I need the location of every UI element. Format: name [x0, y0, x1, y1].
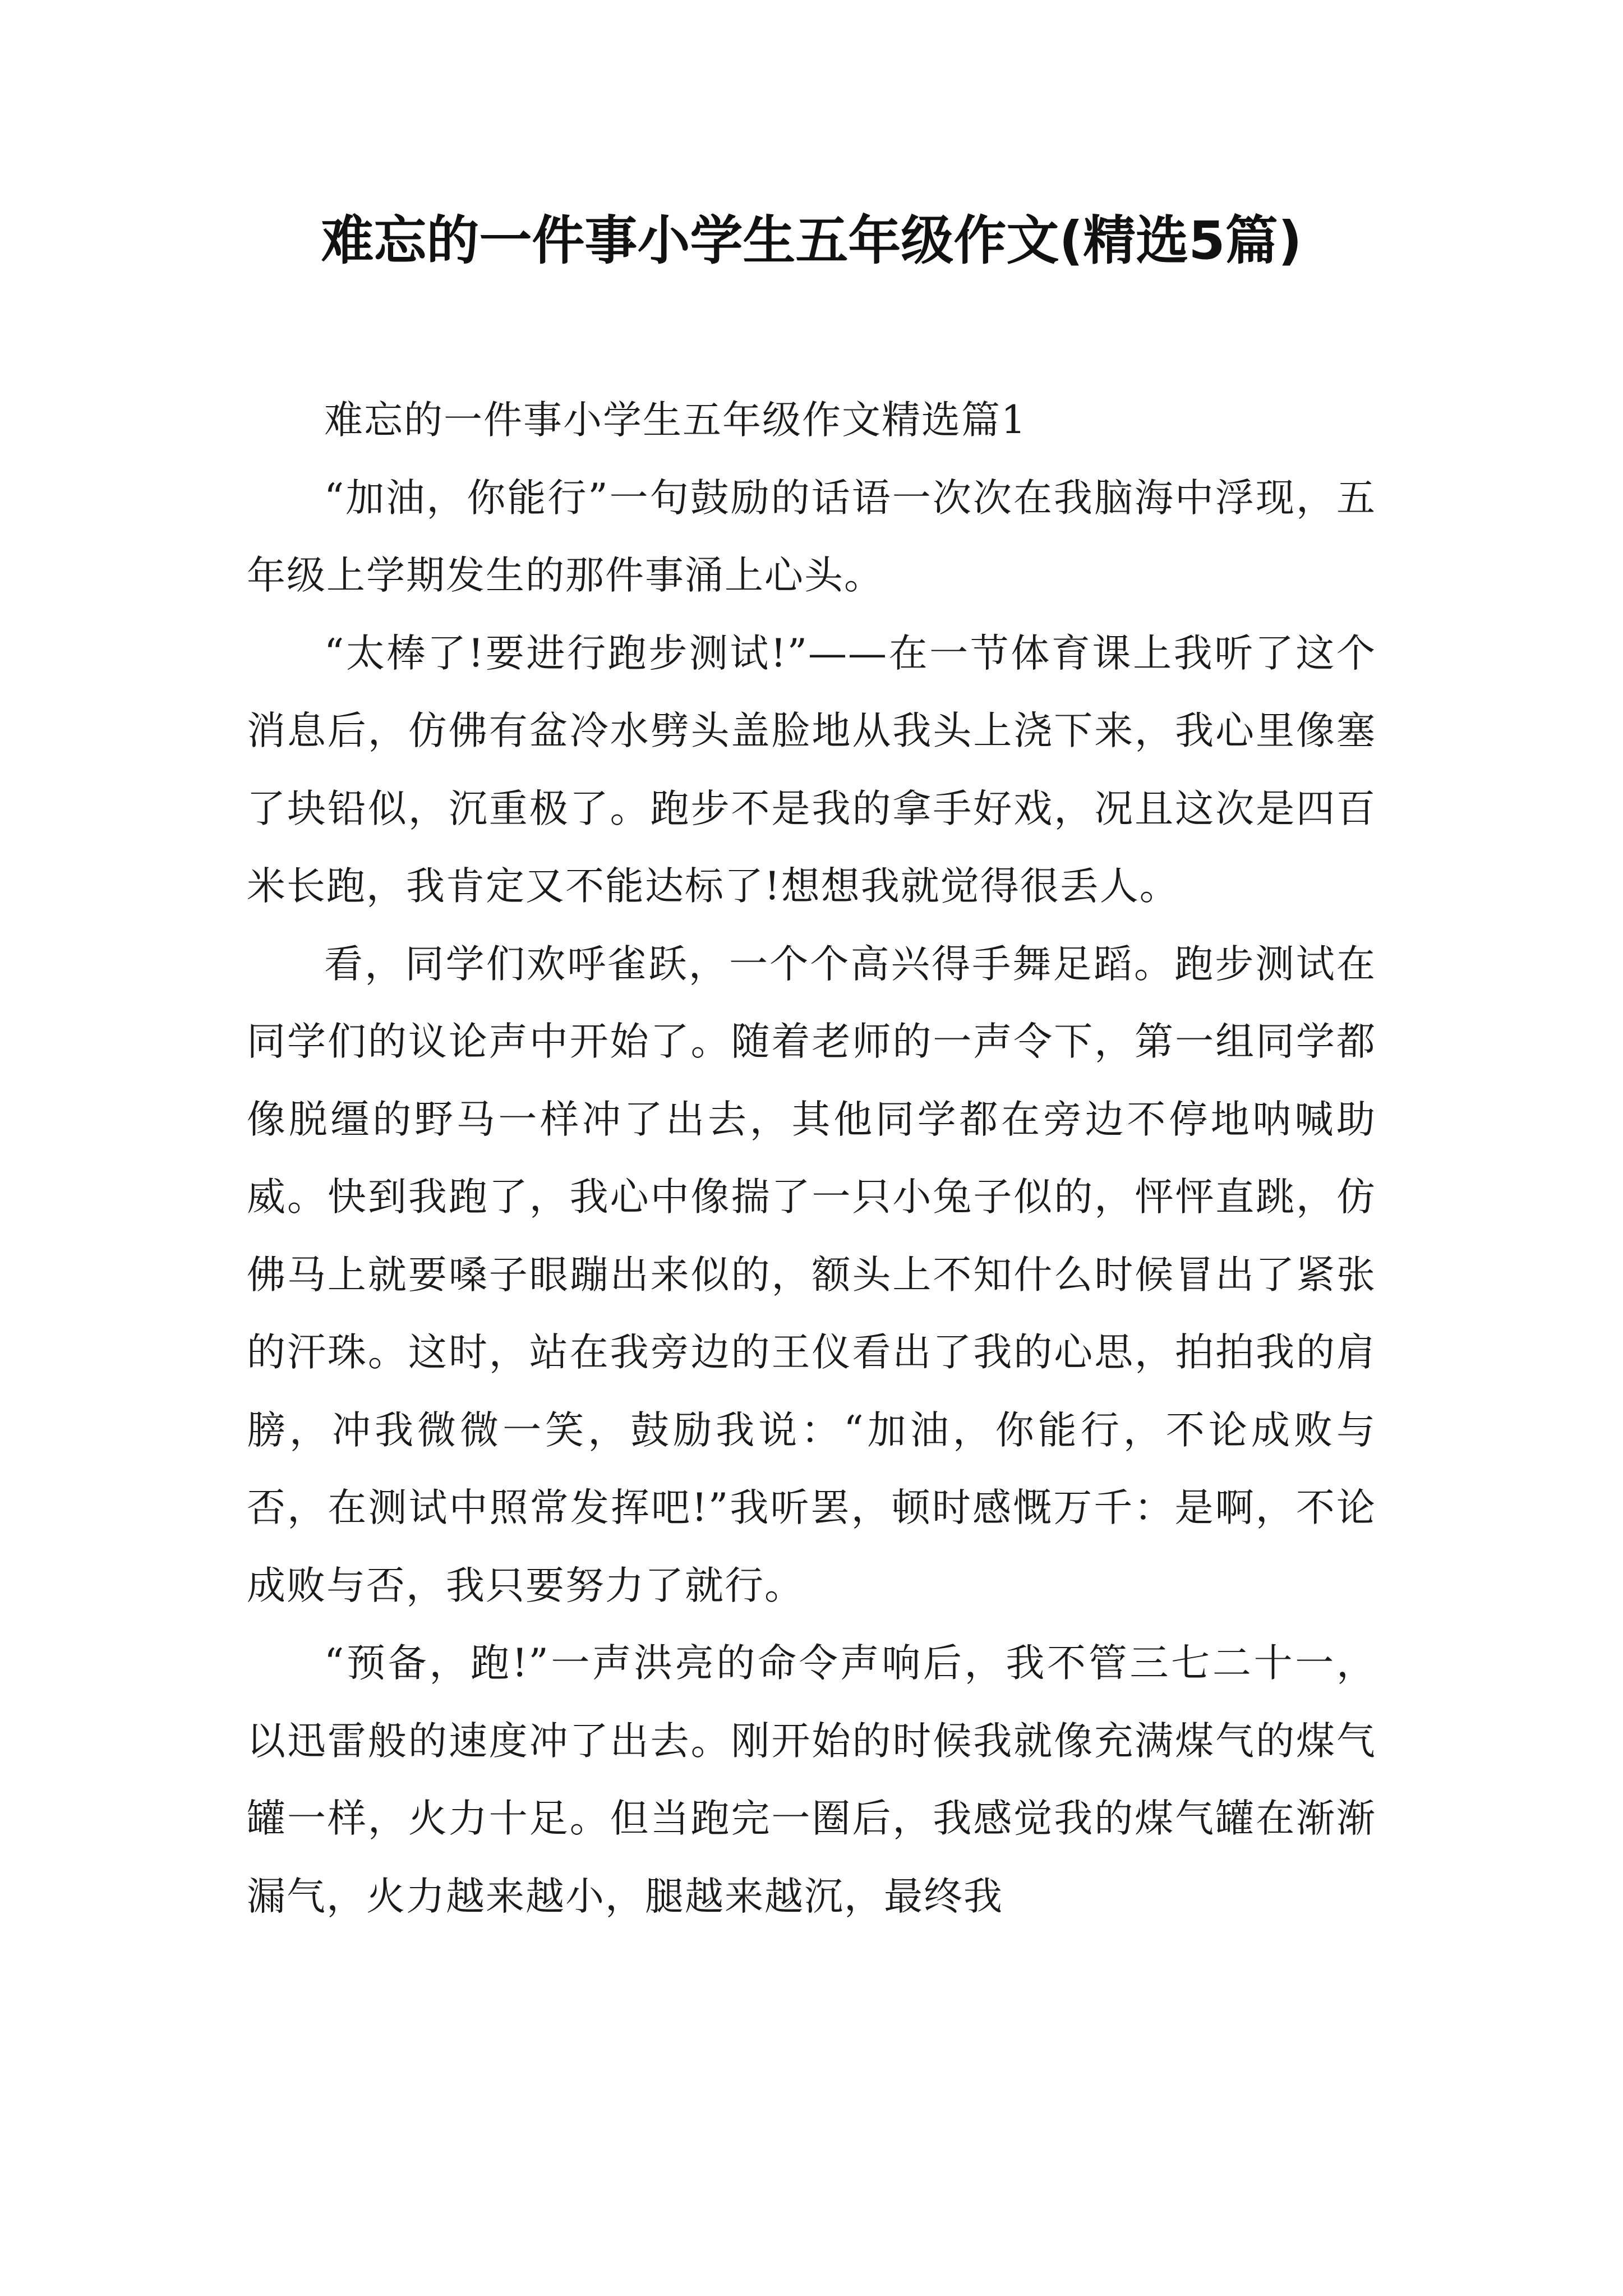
document-body	[247, 381, 1376, 1935]
document-title: 难忘的一件事小学生五年级作文(精选5篇)	[321, 210, 1302, 272]
paragraph: “预备，跑!”一声洪亮的命令声响后，我不管三七二十一，以迅雷般的速度冲了出去。刚开始的时候我就像充满煤气的煤气罐一样，火力十足。但当跑完一圈后，我感觉我的煤气罐在渐渐漏气，火力越来越小，腿越来越沉，最终我	[247, 1641, 1376, 1919]
section-heading: 难忘的一件事小学生五年级作文精选篇1	[324, 398, 1027, 443]
paragraph: 看，同学们欢呼雀跃，一个个高兴得手舞足蹈。跑步测试在同学们的议论声中开始了。随着老师的一声令下，第一组同学都像脱缰的野马一样冲了出去，其他同学都在旁边不停地呐喊助威。快到我跑了，我心中像揣了一只小兔子似的，怦怦直跳，仿佛马上就要嗓子眼蹦出来似的，额头上不知什么时候冒出了紧张的汗珠。这时，站在我旁边的王仪看出了我的心思，拍拍我的肩膀，冲我微微一笑，鼓励我说：“加油，你能行，不论成败与否，在测试中照常发挥吧!”我听罢，顿时感慨万千：是啊，不论成败与否，我只要努力了就行。	[247, 941, 1376, 1608]
paragraph: “加油，你能行”一句鼓励的话语一次次在我脑海中浮现，五年级上学期发生的那件事涌上心头。	[247, 475, 1376, 598]
paragraph: “太棒了!要进行跑步测试!”——在一节体育课上我听了这个消息后，仿佛有盆冷水劈头盖脸地从我头上浇下来，我心里像塞了块铅似，沉重极了。跑步不是我的拿手好戏，况且这次是四百米长跑，我肯定又不能达标了!想想我就觉得很丢人。	[247, 631, 1376, 909]
